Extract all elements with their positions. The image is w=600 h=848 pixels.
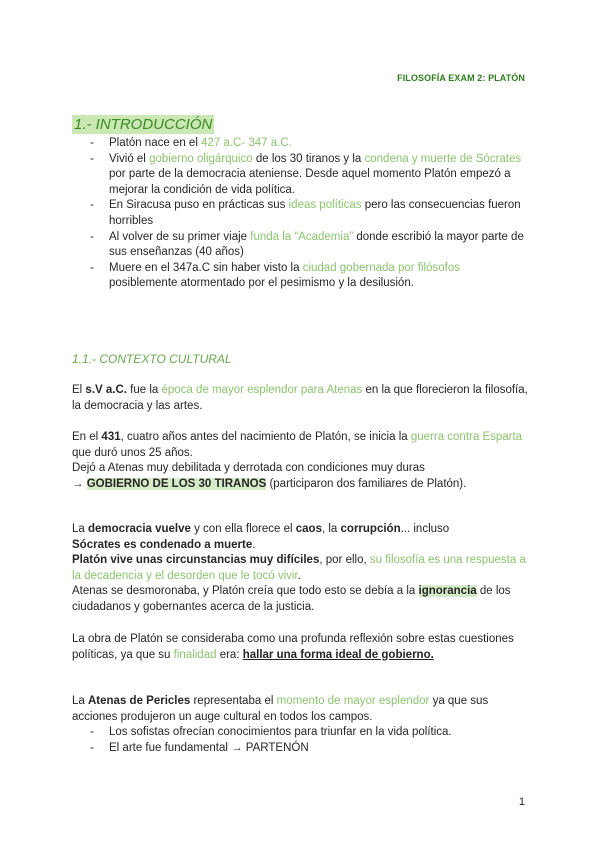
list-item: - Al volver de su primer viaje funda la “Academia” donde escribió la mayor parte de sus enseñanzas (40 años): [90, 230, 524, 259]
list-item: - El arte fue fundamental → PARTENÓN: [90, 741, 309, 754]
paragraph-guerra: En el 431, cuatro años antes del nacimiento de Platón, se inicia la guerra contra Esparta que duró unos 25 años. Dejó a Atenas muy debilitada y derrotada con condiciones muy duras → GOBIERNO DE LOS 30 TIRANOS (participaron dos familiares de Platón).: [72, 431, 523, 490]
paragraph-pericles: La Atenas de Pericles representaba el momento de mayor esplendor ya que sus acciones produjeron un auge cultural en todos los campos.: [72, 695, 489, 723]
paragraph-esplendor: El s.V a.C. fue la época de mayor esplendor para Atenas en la que florecieron la filosofía, la democracia y las artes.: [72, 384, 528, 412]
list-item: - Platón nace en el 427 a.C- 347 a.C.: [90, 137, 292, 149]
section-heading-contexto-cultural: 1.1.- CONTEXTO CULTURAL: [72, 352, 232, 366]
intro-bullet-list: [90, 136, 530, 292]
list-item: - Muere en el 347a.C sin haber visto la ciudad gobernada por filósofos posiblemente atormentado por el pesimismo y la desilusión.: [90, 261, 460, 290]
list-item: - En Siracusa puso en prácticas sus ideas políticas pero las consecuencias fueron horribles: [90, 199, 521, 227]
paragraph-democracia: La democracia vuelve y con ella florece el caos, la corrupción... incluso Sócrates es condenado a muerte. Platón vive unas circunstancias muy difíciles, por ello, su filosofía es una respuesta a la decadencia y el desorden que le tocó vivir. Atenas se desmoronaba, y Platón creía que todo esto se debía a la ignorancia de los ciudadanos y gobernantes acerca de la justicia.: [72, 523, 526, 613]
list-item: - Los sofistas ofrecían conocimientos para triunfar en la vida política.: [90, 726, 452, 738]
document-header-title: FILOSOFÍA EXAM 2: PLATÓN: [397, 73, 525, 83]
paragraph-obra: La obra de Platón se consideraba como una profunda reflexión sobre estas cuestiones políticas, ya que su finalidad era: hallar una forma ideal de gobierno.: [72, 633, 514, 661]
section-heading-introduccion: 1.- INTRODUCCIÓN: [74, 116, 213, 133]
list-item: - Vivió el gobierno oligárquico de los 30 tiranos y la condena y muerte de Sócrates por parte de la democracia ateniense. Desde aquel momento Platón empezó a mejorar la condición de vida política.: [90, 152, 522, 196]
pericles-bullet-list: [90, 725, 530, 756]
page-number: 1: [518, 796, 525, 808]
